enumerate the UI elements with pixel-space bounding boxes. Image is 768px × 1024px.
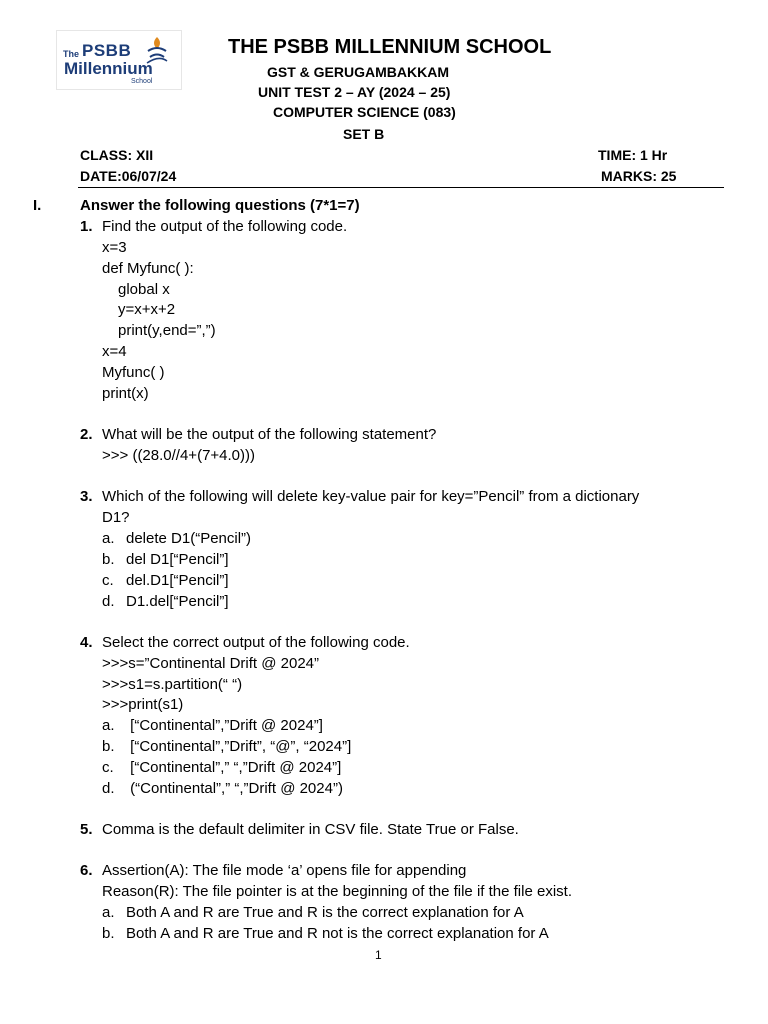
- code-line: def Myfunc( ):: [102, 260, 194, 277]
- code-line: x=4: [102, 343, 127, 360]
- code-line: >>> ((28.0//4+(7+4.0))): [102, 447, 256, 464]
- section-number: I.: [33, 197, 42, 214]
- question-number: 4.: [80, 634, 93, 651]
- question-number: 3.: [80, 488, 93, 505]
- question-number: 1.: [80, 218, 93, 235]
- option-text: delete D1(“Pencil”): [126, 530, 252, 547]
- question-text: Comma is the default delimiter in CSV file. State True or False.: [102, 821, 519, 838]
- date-label: DATE:06/07/24: [80, 168, 177, 184]
- torch-icon: [145, 35, 169, 65]
- code-line: >>>print(s1): [102, 696, 184, 713]
- question-text-continued: Reason(R): The file pointer is at the beginning of the file if the file exist.: [102, 883, 572, 900]
- question-text: What will be the output of the following statement?: [102, 426, 437, 443]
- option-text: D1.del[“Pencil”]: [126, 593, 229, 610]
- logo-psbb-text: PSBB: [82, 41, 132, 60]
- option: [102, 904, 524, 921]
- school-name: THE PSBB MILLENNIUM SCHOOL: [228, 36, 552, 58]
- option-letter: b.: [102, 925, 115, 942]
- code-line: Myfunc( ): [102, 364, 165, 381]
- option-letter: d.: [102, 593, 115, 610]
- option: [102, 717, 323, 734]
- option: [102, 551, 229, 568]
- question-text: Assertion(A): The file mode ‘a’ opens file for appending: [102, 862, 467, 879]
- question-text: Find the output of the following code.: [102, 218, 348, 235]
- option: [102, 780, 343, 797]
- option: [102, 530, 251, 547]
- code-line: x=3: [102, 239, 127, 256]
- option-text: Both A and R are True and R not is the correct explanation for A: [126, 925, 549, 942]
- test-name: UNIT TEST 2 – AY (2024 – 25): [258, 84, 451, 100]
- code-line: >>>s=”Continental Drift @ 2024”: [102, 655, 320, 672]
- section-title: Answer the following questions (7*1=7): [80, 197, 360, 214]
- option: [102, 759, 341, 776]
- option-text: del D1[“Pencil”]: [126, 551, 229, 568]
- code-line: print(y,end=”,”): [118, 322, 216, 339]
- time-label: TIME: 1 Hr: [598, 147, 668, 163]
- question-number: 2.: [80, 426, 93, 443]
- question-number: 5.: [80, 821, 93, 838]
- question-text: Which of the following will delete key-value pair for key=”Pencil” from a dictionary: [102, 488, 640, 505]
- code-line: y=x+x+2: [118, 301, 176, 318]
- option-text: Both A and R are True and R is the correct explanation for A: [126, 904, 524, 921]
- option-text: [“Continental”,” “,”Drift @ 2024”]: [126, 759, 342, 776]
- subject-name: COMPUTER SCIENCE (083): [273, 104, 456, 120]
- page-number: 1: [375, 948, 382, 962]
- class-label: CLASS: XII: [80, 147, 154, 163]
- option-letter: a.: [102, 717, 115, 734]
- code-line: global x: [118, 281, 170, 298]
- option-letter: c.: [102, 572, 114, 589]
- logo-school-text: School: [131, 78, 153, 85]
- header-divider: [78, 187, 724, 188]
- option-text: [“Continental”,”Drift”, “@”, “2024”]: [126, 738, 352, 755]
- option-letter: c.: [102, 759, 114, 776]
- school-logo: [56, 30, 182, 90]
- option: [102, 925, 549, 942]
- question-number: 6.: [80, 862, 93, 879]
- question-text-continued: D1?: [102, 509, 130, 526]
- option-letter: d.: [102, 780, 115, 797]
- option: [102, 572, 229, 589]
- code-line: >>>s1=s.partition(“ “): [102, 676, 243, 693]
- option-text: [“Continental”,”Drift @ 2024”]: [126, 717, 323, 734]
- option-letter: a.: [102, 530, 115, 547]
- logo-the-text: The: [63, 49, 80, 59]
- option-letter: b.: [102, 551, 115, 568]
- marks-label: MARKS: 25: [601, 168, 677, 184]
- option-letter: b.: [102, 738, 115, 755]
- option: [102, 593, 229, 610]
- option-text: del.D1[“Pencil”]: [126, 572, 229, 589]
- branch-name: GST & GERUGAMBAKKAM: [267, 64, 449, 80]
- option-text: (“Continental”,” “,”Drift @ 2024”): [126, 780, 343, 797]
- option-letter: a.: [102, 904, 115, 921]
- question-text: Select the correct output of the following code.: [102, 634, 410, 651]
- option: [102, 738, 351, 755]
- code-line: print(x): [102, 385, 149, 402]
- set-label: SET B: [343, 126, 385, 142]
- logo-millennium-text: Millennium: [64, 59, 153, 78]
